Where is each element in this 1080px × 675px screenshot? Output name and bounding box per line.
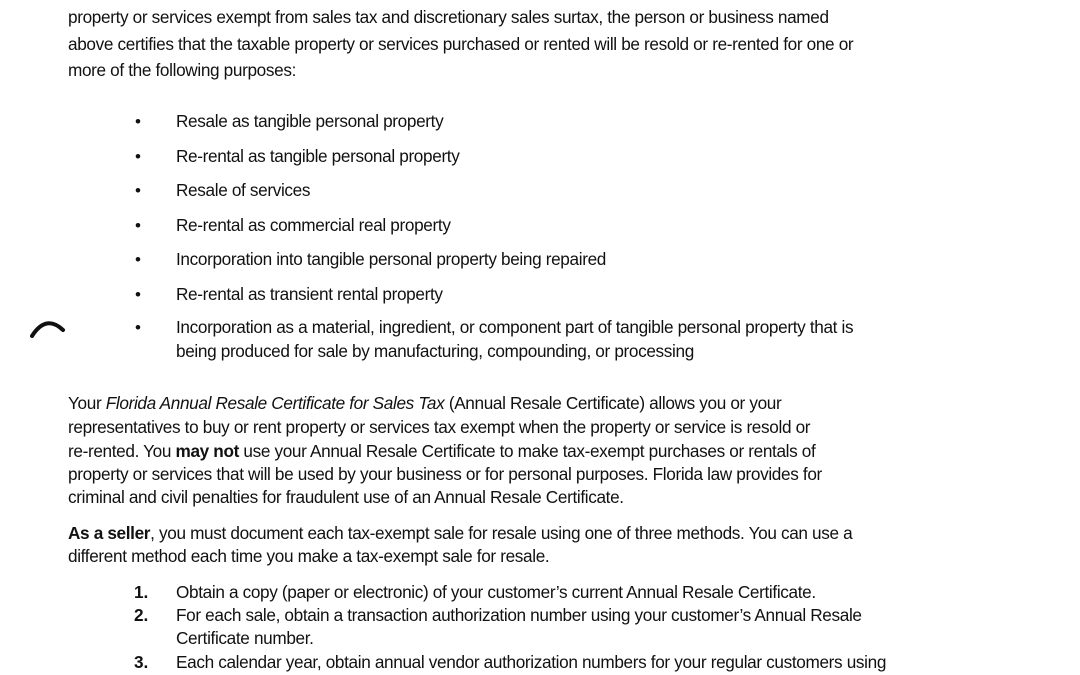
- list-item-text: Re-rental as tangible personal property: [176, 146, 460, 166]
- list-item-text: Obtain a copy (paper or electronic) of your customer’s current Annual Resale Certificate.: [176, 582, 816, 602]
- list-item-text: Re-rental as commercial real property: [176, 215, 451, 235]
- list-item-text: Re-rental as transient rental property: [176, 284, 443, 304]
- certificate-para-prefix: Your: [68, 393, 106, 413]
- certificate-para-line-4: property or services that will be used by your business or for personal purposes. Florida law provides for: [68, 464, 822, 484]
- list-item-text: Incorporation as a material, ingredient, or component part of tangible personal property that is: [176, 317, 854, 337]
- bullet-icon: •: [135, 147, 141, 166]
- intro-line-1: property or services exempt from sales tax and discretionary sales surtax, the person or business named: [68, 7, 829, 27]
- seller-para-line-1: [68, 522, 852, 545]
- certificate-title: Florida Annual Resale Certificate for Sales Tax: [105, 393, 445, 413]
- certificate-para-line-3-lead: re-rented. You: [68, 441, 176, 461]
- bullet-icon: •: [135, 285, 141, 304]
- bullet-icon: •: [135, 112, 141, 131]
- seller-para-line-1-tail: , you must document each tax-exempt sale for resale using one of three methods. You can use a: [150, 523, 853, 543]
- bullet-icon: •: [135, 216, 141, 235]
- certificate-para-line-3-tail: use your Annual Resale Certificate to make tax-exempt purchases or rentals of: [238, 441, 816, 461]
- list-item-text: Resale as tangible personal property: [176, 111, 444, 131]
- seller-lead: As a seller: [68, 523, 151, 543]
- certificate-para-line-3: [68, 440, 815, 463]
- bullet-icon: •: [135, 181, 141, 200]
- list-number: 2.: [134, 605, 149, 625]
- bullet-icon: •: [135, 318, 141, 337]
- list-item-text: Incorporation into tangible personal property being repaired: [176, 249, 606, 269]
- certificate-para-line-2: representatives to buy or rent property or services tax exempt when the property or service is resold or: [68, 417, 811, 437]
- certificate-para-line-5: criminal and civil penalties for fraudulent use of an Annual Resale Certificate.: [68, 487, 624, 507]
- list-item-text: Each calendar year, obtain annual vendor authorization numbers for your regular customers using: [176, 652, 887, 672]
- emphasis-may-not: may not: [175, 441, 239, 461]
- intro-line-3: more of the following purposes:: [68, 60, 296, 80]
- list-number: 3.: [134, 652, 149, 672]
- seller-para-line-2: different method each time you make a tax-exempt sale for resale.: [68, 546, 550, 566]
- certificate-para-suffix: (Annual Resale Certificate) allows you or your: [444, 393, 782, 413]
- list-item-text-continued: being produced for sale by manufacturing, compounding, or processing: [176, 341, 694, 361]
- list-item-text-continued: Certificate number.: [176, 628, 314, 648]
- list-number: 1.: [134, 582, 149, 602]
- certificate-para-line-1: [68, 392, 781, 415]
- list-item-text: For each sale, obtain a transaction authorization number using your customer’s Annual Resale: [176, 605, 862, 625]
- margin-scan-mark: [30, 316, 66, 338]
- bullet-icon: •: [135, 250, 141, 269]
- list-item-text: Resale of services: [176, 180, 311, 200]
- intro-line-2: above certifies that the taxable property or services purchased or rented will be resold or re-rented for one or: [68, 34, 854, 54]
